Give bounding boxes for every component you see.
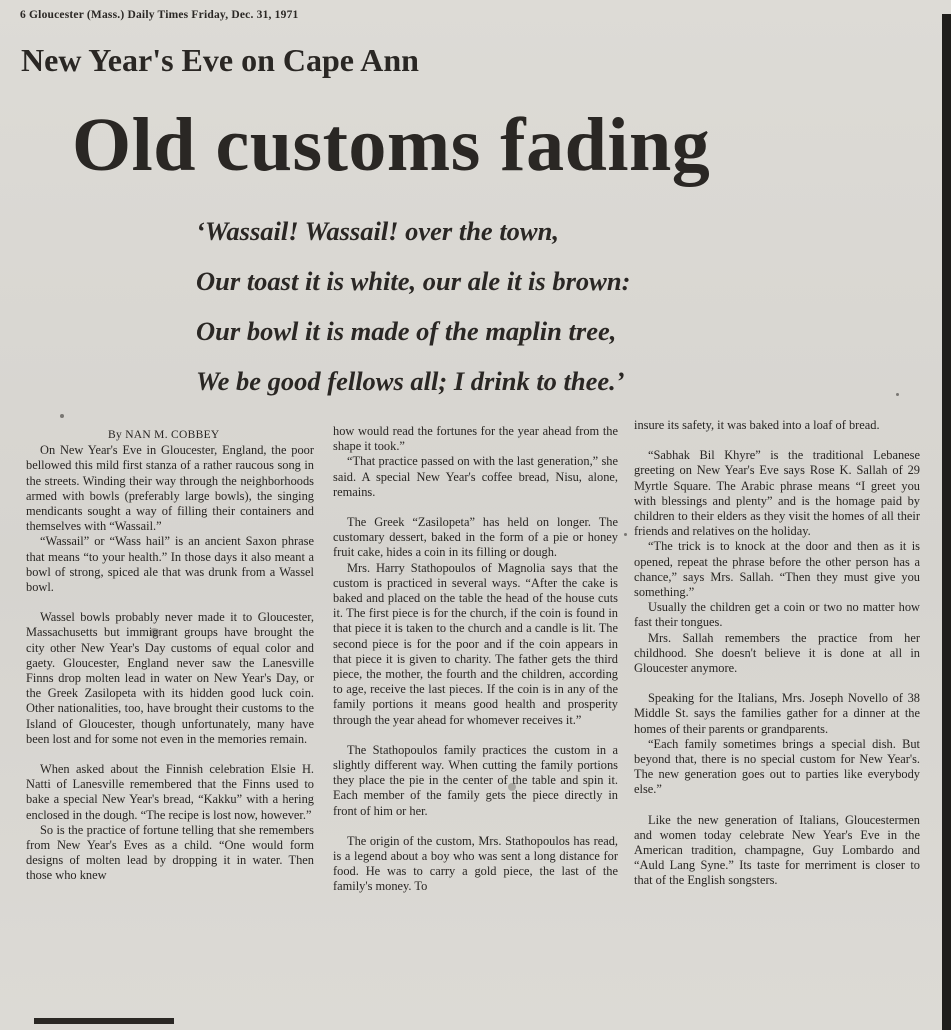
print-speck bbox=[508, 783, 516, 791]
print-speck bbox=[150, 628, 159, 637]
paragraph: how would read the fortunes for the year ahead from the shape it took.” bbox=[333, 424, 618, 454]
paragraph: “Sabhak Bil Khyre” is the traditional Lebanese greeting on New Year's Eve says Rose K. Sallah of 29 Myrtle Square. The Arabic phrase means “I greet you with blessings and plenty” and is the homage paid by children to their elders as they visit the homes of all their friends and relatives on the holiday. bbox=[634, 448, 920, 539]
paragraph: Speaking for the Italians, Mrs. Joseph Novello of 38 Middle St. says the families gather for a dinner at the homes of their parents or grandparents. bbox=[634, 691, 920, 736]
verse-line: Our toast it is white, our ale it is brown: bbox=[196, 266, 631, 296]
paragraph: The Stathopoulos family practices the custom in a slightly different way. When cutting the family portions they place the pie in the center of the table and spin it. Each member of the family gets the piece directly in front of him or her. bbox=[333, 742, 618, 818]
verse-line: We be good fellows all; I drink to thee.’ bbox=[196, 366, 625, 396]
paragraph: “The trick is to knock at the door and then as it is opened, repeat the phrase before the other person has a chance,” says Mrs. Sallah. “Then they must give you something.” bbox=[634, 539, 920, 600]
paragraph: Wassel bowls probably never made it to Gloucester, Massachusetts but immigrant groups have brought the city other New Year's Day customs of equal color and gaety. Gloucester, England never saw the Lanesville Finns drop molten lead in water on New Year's Day, or the Greek Zasilopeta with its hidden good luck coin. Other nationalities, too, have brought their customs to the Island of Gloucester, though unfortunately, many have been lost and for some not even in the memories remain. bbox=[26, 610, 314, 746]
paragraph: When asked about the Finnish celebration Elsie H. Natti of Lanesville remembered that the Finns used to bake a special New Year's bread, “Kakku” with a hering enclosed in the dough. “The recipe is lost now, however.” bbox=[26, 762, 314, 822]
article-column-1 bbox=[26, 428, 314, 884]
scan-edge bbox=[942, 14, 951, 1030]
paragraph: Usually the children get a coin or two no matter how fast their tongues. bbox=[634, 600, 920, 630]
paragraph: The origin of the custom, Mrs. Stathopoulos has read, is a legend about a boy who was sent a long distance for food. He was to carry a gold piece, the last of the family's money. To bbox=[333, 833, 618, 894]
byline: By NAN M. COBBEY bbox=[108, 429, 220, 441]
next-article-fragment bbox=[34, 1018, 174, 1030]
paragraph: “Wassail” or “Wass hail” is an ancient Saxon phrase that means “to your health.” In those days it also meant a bowl of strong, spiced ale that was drunk from a Wassel bowl. bbox=[26, 534, 314, 595]
article-column-3 bbox=[634, 418, 920, 889]
paragraph: “That practice passed on with the last generation,” she said. A special New Year's coffee bread, Nisu, alone, remains. bbox=[333, 454, 618, 499]
print-speck bbox=[624, 533, 627, 536]
paragraph: Mrs. Sallah remembers the practice from her childhood. She doesn't believe it is done at all in Gloucester anymore. bbox=[634, 630, 920, 676]
paragraph: Mrs. Harry Stathopoulos of Magnolia says that the custom is practiced in several ways. “After the cake is baked and placed on the table the head of the house cuts it. The first piece is for the church, if the coin is found in that piece it is taken to the church and a candle is lit. The second piece is for the poor and if the coin appears in that piece it is given to charity. The father gets the third piece, the mother, the fourth and the children, according to age, receive the last pieces. If the coin is in any of the family portions it means good health and prosperity through the year ahead for whomever receives it.” bbox=[333, 560, 618, 727]
paragraph: The Greek “Zasilopeta” has held on longer. The customary dessert, baked in the form of a pie or honey fruit cake, hides a coin in its filling or dough. bbox=[333, 515, 618, 560]
print-speck bbox=[60, 414, 64, 418]
paragraph: Like the new generation of Italians, Gloucestermen and women today celebrate New Year's Eve in the American tradition, champagne, Guy Lombardo and “Auld Lang Syne.” Its taste for merriment is closer to that of the English songsters. bbox=[634, 812, 920, 888]
paragraph: “Each family sometimes brings a special dish. But beyond that, there is no special custom for New Year's. The new generation goes out to parties like everybody else.” bbox=[634, 736, 920, 797]
paragraph: On New Year's Eve in Gloucester, England, the poor bellowed this mild first stanza of a rather raucous song in the streets. Winding their way through the neighborhoods armed with bowls (preferably large bowls), the singing mendicants sought a way of filling their containers and themselves with “Wassail.” bbox=[26, 443, 314, 534]
verse-line: ‘Wassail! Wassail! over the town, bbox=[196, 216, 559, 246]
verse-block bbox=[196, 206, 630, 406]
article-column-2 bbox=[333, 424, 618, 895]
kicker-headline: New Year's Eve on Cape Ann bbox=[21, 42, 419, 78]
page-folio: 6 Gloucester (Mass.) Daily Times Friday, Dec. 31, 1971 bbox=[20, 9, 299, 21]
main-headline: Old customs fading bbox=[72, 103, 711, 187]
print-speck bbox=[896, 393, 899, 396]
verse-line: Our bowl it is made of the maplin tree, bbox=[196, 316, 617, 346]
paragraph: insure its safety, it was baked into a loaf of bread. bbox=[634, 418, 880, 432]
paragraph: So is the practice of fortune telling that she remembers from New Year's Eves as a child. “One would form designs of molten lead by dropping it in water. Then those who knew bbox=[26, 822, 314, 883]
